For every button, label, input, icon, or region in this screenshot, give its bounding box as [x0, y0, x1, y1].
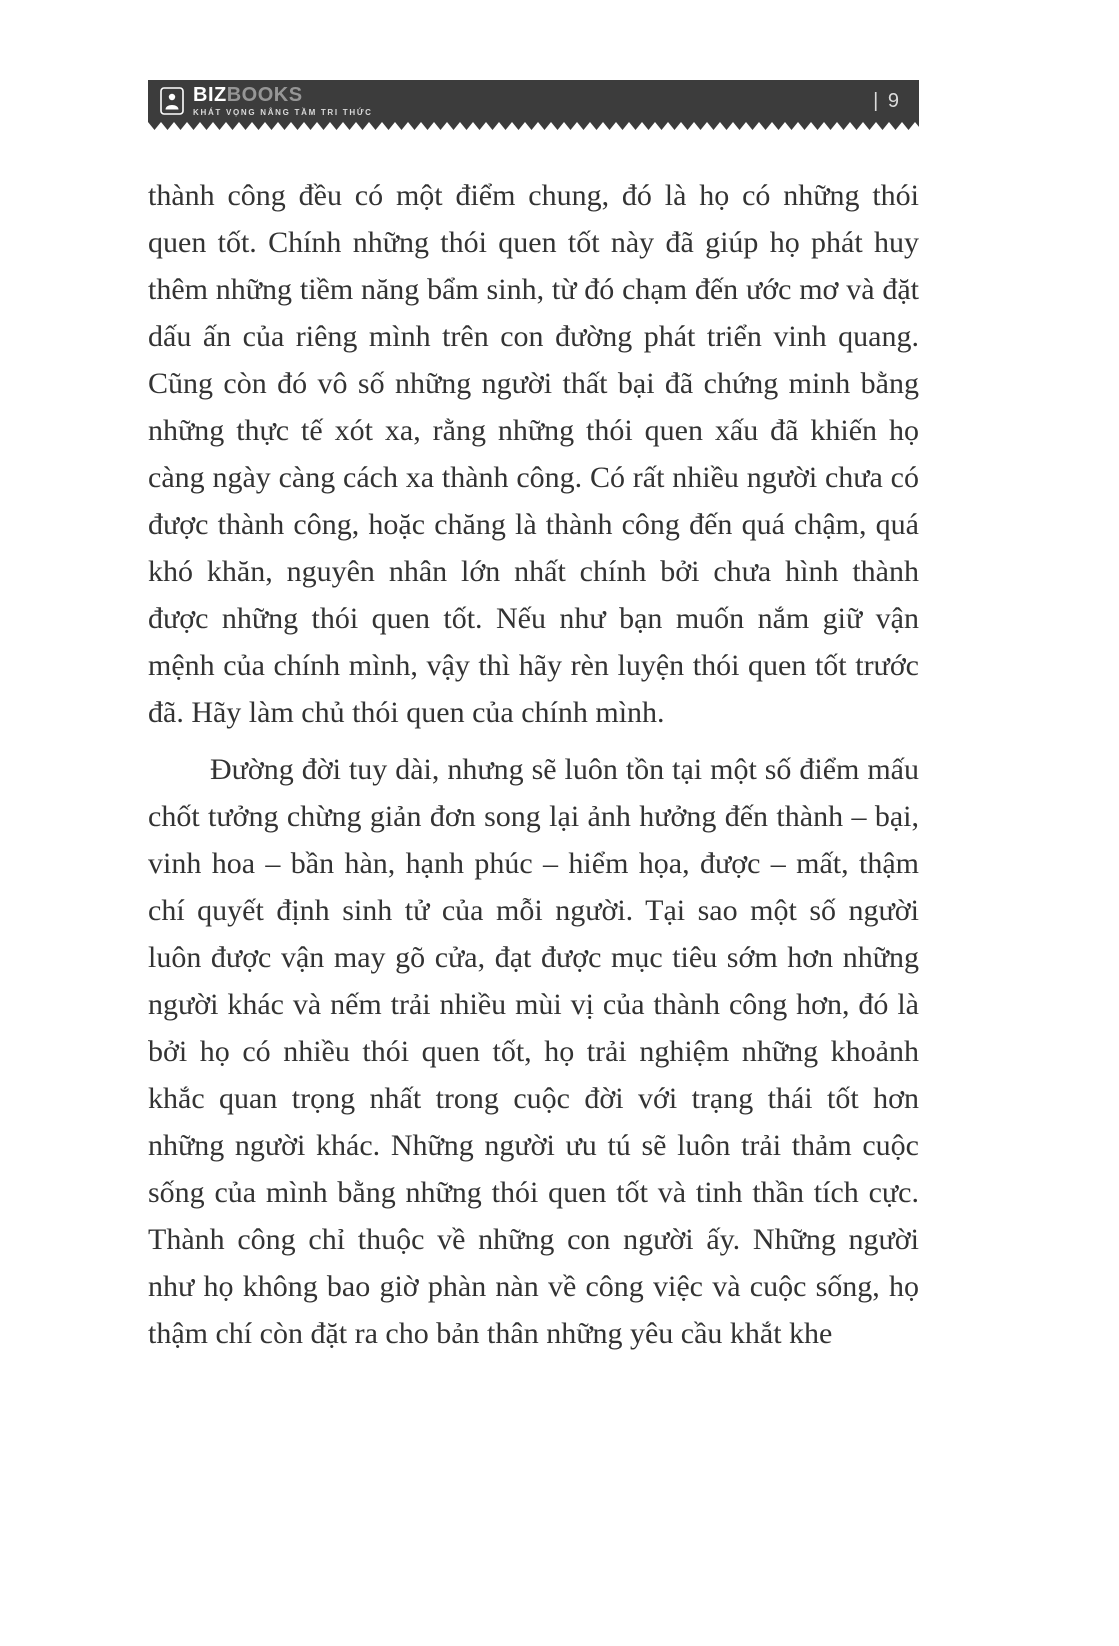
body-paragraph-2: Đường đời tuy dài, nhưng sẽ luôn tồn tại một số điểm mấu chốt tưởng chừng giản đơn song lại ảnh hưởng đến thành – bại, vinh hoa – bần hàn, hạnh phúc – hiểm họa, được – mất, thậm chí quyết định sinh tử của mỗi người. Tại sao một số người luôn được vận may gõ cửa, đạt được mục tiêu sớm hơn những người khác và nếm trải nhiều mùi vị của thành công hơn, đó là bởi họ có nhiều thói quen tốt, họ trải nghiệm những khoảnh khắc quan trọng nhất trong cuộc đời với trạng thái tốt hơn những người khác. Những người ưu tú sẽ luôn trải thảm cuộc sống của mình bằng những thói quen tốt và tinh thần tích cực. Thành công chỉ thuộc về những con người ấy. Những người như họ không bao giờ phàn nàn về công việc và cuộc sống, họ thậm chí còn đặt ra cho bản thân những yêu cầu khắt khe	[148, 753, 919, 1350]
page-header	[148, 80, 919, 130]
brand-books: BOOKS	[226, 84, 303, 106]
brand-biz: BIZ	[193, 84, 227, 106]
header-torn-edge	[148, 122, 919, 130]
body-paragraph-1: thành công đều có một điểm chung, đó là họ có những thói quen tốt. Chính những thói quen tốt này đã giúp họ phát huy thêm những tiềm năng bẩm sinh, từ đó chạm đến ước mơ và đặt dấu ấn của riêng mình trên con đường phát triển vinh quang. Cũng còn đó vô số những người thất bại đã chứng minh bằng những thực tế xót xa, rằng những thói quen xấu đã khiến họ càng ngày càng cách xa thành công. Có rất nhiều người chưa có được thành công, hoặc chăng là thành công đến quá chậm, quá khó khăn, nguyên nhân lớn nhất chính bởi chưa hình thành được những thói quen tốt. Nếu như bạn muốn nắm giữ vận mệnh của chính mình, vậy thì hãy rèn luyện thói quen tốt trước đã. Hãy làm chủ thói quen của chính mình.	[148, 179, 919, 729]
bizbooks-brand	[160, 80, 373, 122]
bizbooks-logo-icon	[160, 87, 184, 115]
page-body	[148, 172, 919, 1357]
brand-tagline: KHÁT VỌNG NÂNG TẦM TRI THỨC	[193, 108, 373, 117]
page-number: | 9	[873, 89, 901, 112]
header-bar	[148, 80, 919, 122]
brand-text	[193, 85, 373, 117]
brand-name	[193, 85, 373, 105]
